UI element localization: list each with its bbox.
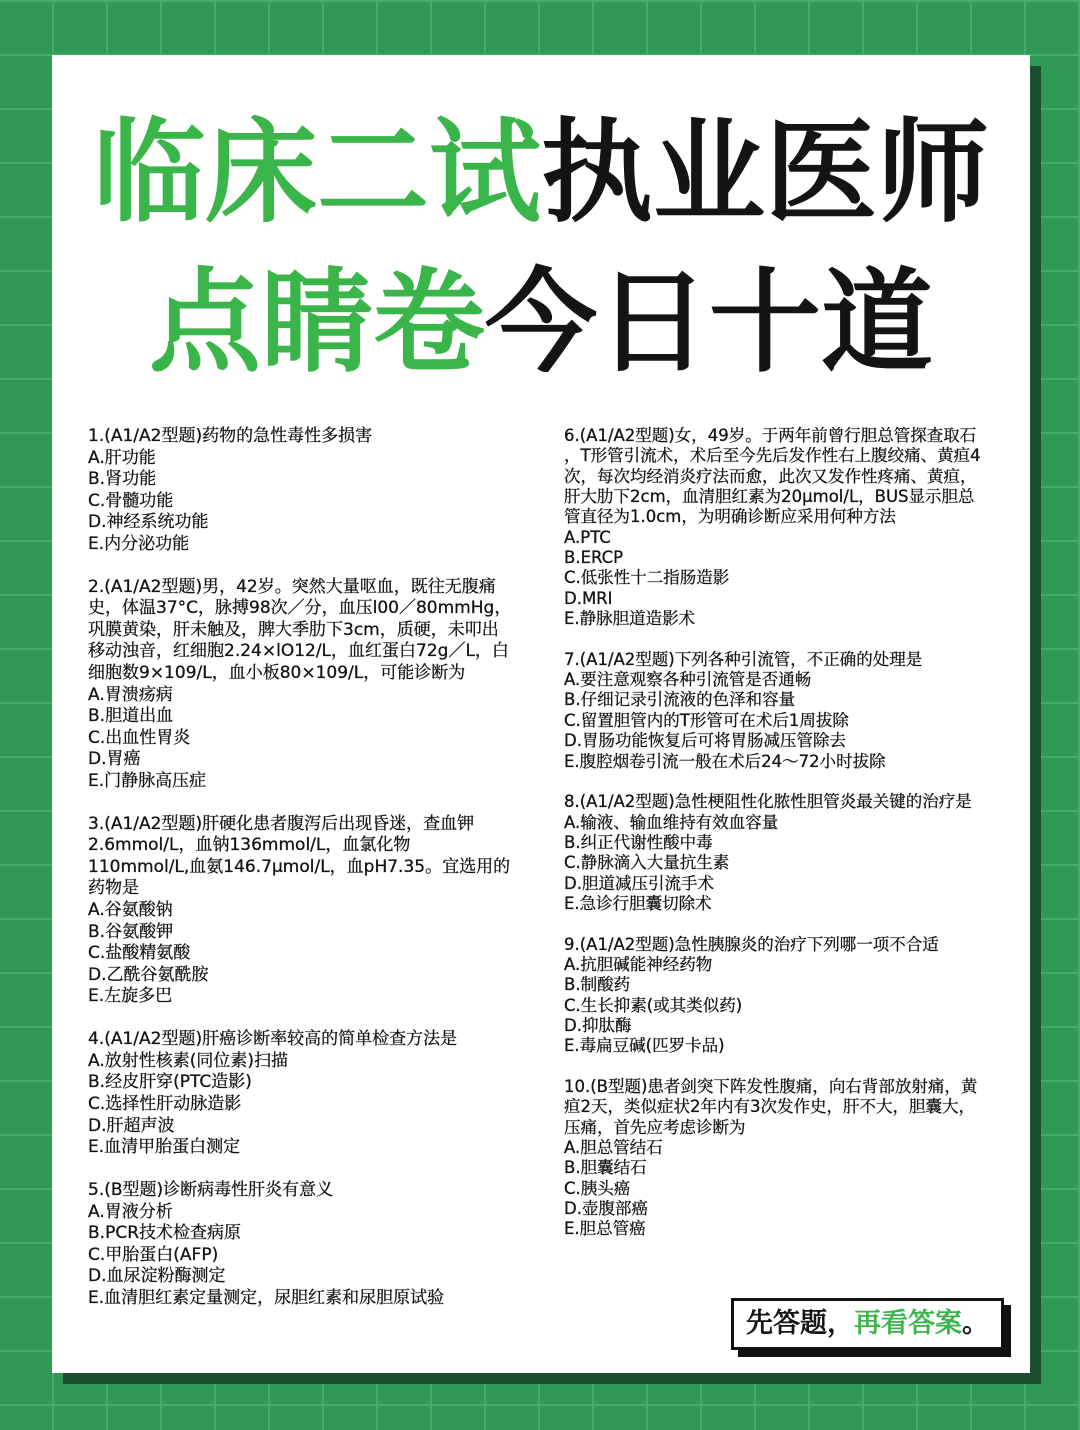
question-4 (88, 1029, 538, 1158)
question-4-option-b: B.经皮肝穿(PTC造影) (88, 1072, 252, 1093)
question-3-stem-line-4: 药物是 (88, 878, 139, 899)
question-10-stem-line-1: 10.(B型题)患者剑突下阵发性腹痛，向右背部放射痛，黄 (564, 1077, 978, 1096)
left-question-column (88, 426, 538, 1309)
right-question-column (564, 426, 1004, 1240)
question-5-option-b: B.PCR技术检查病原 (88, 1223, 241, 1244)
question-6-option-b: B.ERCP (564, 548, 624, 568)
question-10-option-d: D.壶腹部癌 (564, 1199, 648, 1219)
question-3-stem-line-1: 3.(A1/A2型题)肝硬化患者腹泻后出现昏迷，查血钾 (88, 813, 475, 834)
question-8-stem-line-1: 8.(A1/A2型题)急性梗阻性化脓性胆管炎最关键的治疗是 (564, 792, 972, 812)
question-7-stem-line-1: 7.(A1/A2型题)下列各种引流管，不正确的处理是 (564, 649, 923, 669)
question-4-stem-line-1: 4.(A1/A2型题)肝癌诊断率较高的简单检查方法是 (88, 1029, 458, 1050)
question-6-stem-line-4: 肝大肋下2cm，血清胆红素为20μmol/L，BUS显示胆总 (564, 487, 975, 507)
question-2-option-a: A.胃溃疡病 (88, 684, 173, 705)
question-8-option-d: D.胆道减压引流手术 (564, 873, 714, 893)
question-10-option-c: C.胰头癌 (564, 1178, 631, 1198)
question-6-option-a: A.PTC (564, 527, 611, 547)
question-9-option-d: D.抑肽酶 (564, 1015, 632, 1035)
question-5-stem-line-1: 5.(B型题)诊断病毒性肝炎有意义 (88, 1180, 334, 1201)
question-10 (564, 1077, 1004, 1240)
question-1-option-d: D.神经系统功能 (88, 512, 209, 533)
answer-reminder-badge (731, 1298, 1004, 1350)
question-5-option-e: E.血清胆红素定量测定，尿胆红素和尿胆原试验 (88, 1287, 445, 1308)
question-10-option-b: B.胆囊结石 (564, 1158, 647, 1178)
poster-title (52, 98, 1030, 398)
question-8-option-a: A.输液、输血维持有效血容量 (564, 812, 779, 832)
badge-lead-text: 先答题， (746, 1308, 854, 1339)
question-6-stem-line-1: 6.(A1/A2型题)女，49岁。于两年前曾行胆总管探查取石 (564, 426, 977, 445)
question-2-option-d: D.胃癌 (88, 749, 141, 770)
question-2-option-e: E.门静脉高压症 (88, 770, 207, 791)
question-3-option-a: A.谷氨酸钠 (88, 900, 173, 921)
question-2-stem-line-4: 移动浊音，红细胞2.24×lO12/L，血红蛋白72g／L，白 (88, 641, 509, 662)
question-7-option-c: C.留置胆管内的T形管可在术后1周拔除 (564, 710, 849, 730)
title-line-2-green: 点睛卷 (149, 258, 485, 388)
question-1-option-c: C.骨髓功能 (88, 490, 174, 511)
question-9-option-c: C.生长抑素(或其类似药) (564, 995, 743, 1015)
question-2-stem-line-1: 2.(A1/A2型题)男，42岁。突然大量呕血，既往无腹痛 (88, 576, 496, 597)
question-10-stem-line-3: 压痛，首先应考虑诊断为 (564, 1117, 746, 1137)
question-9-option-e: E.毒扁豆碱(匹罗卡品) (564, 1036, 725, 1056)
question-1-option-e: E.内分泌功能 (88, 533, 190, 554)
question-7-option-e: E.腹腔烟卷引流一般在术后24～72小时拔除 (564, 751, 886, 771)
question-6-stem-line-5: 管直径为1.0cm，为明确诊断应采用何种方法 (564, 507, 896, 527)
question-7-option-b: B.仔细记录引流液的色泽和容量 (564, 690, 796, 710)
question-2-stem-line-5: 细胞数9×109/L，血小板80×109/L，可能诊断为 (88, 663, 466, 684)
title-line-2 (52, 248, 1030, 398)
question-8 (564, 792, 1004, 914)
question-6-option-d: D.MRI (564, 588, 613, 608)
question-3 (88, 814, 538, 1008)
question-3-option-b: B.谷氨酸钾 (88, 921, 174, 942)
question-2-option-c: C.出血性胃炎 (88, 727, 191, 748)
question-2-stem-line-3: 巩膜黄染，肝未触及，脾大季肋下3cm，质硬，未叩出 (88, 619, 499, 640)
question-1-stem-line-1: 1.(A1/A2型题)药物的急性毒性多损害 (88, 426, 373, 446)
question-4-option-c: C.选择性肝动脉造影 (88, 1093, 242, 1114)
question-8-option-b: B.纠正代谢性酸中毒 (564, 832, 713, 852)
question-5-option-c: C.甲胎蛋白(AFP) (88, 1244, 219, 1265)
question-3-option-d: D.乙酰谷氨酰胺 (88, 964, 209, 985)
question-4-option-a: A.放射性核素(同位素)扫描 (88, 1050, 288, 1071)
question-2 (88, 577, 538, 792)
title-line-1-black: 执业医师 (541, 108, 989, 238)
question-2-option-b: B.胆道出血 (88, 706, 174, 727)
question-1 (88, 426, 538, 555)
question-4-option-d: D.肝超声波 (88, 1115, 175, 1136)
question-1-option-b: B.肾功能 (88, 469, 157, 490)
question-2-stem-line-2: 史，体温37°C，脉搏98次／分，血压l00／80mmHg， (88, 598, 512, 619)
question-6-stem-line-3: 次，每次均经消炎疗法而愈，此次又发作性疼痛、黄疸， (564, 466, 977, 486)
question-3-option-c: C.盐酸精氨酸 (88, 943, 191, 964)
question-7 (564, 650, 1004, 772)
question-9-option-a: A.抗胆碱能神经药物 (564, 954, 713, 974)
question-9 (564, 935, 1004, 1057)
question-6-option-e: E.静脉胆道造影术 (564, 609, 696, 629)
poster-card (52, 55, 1030, 1373)
badge-tail-text: 。 (962, 1308, 989, 1339)
question-10-stem-line-2: 疸2天，类似症状2年内有3次发作史，肝不大，胆囊大， (564, 1097, 975, 1117)
question-8-option-e: E.急诊行胆囊切除术 (564, 893, 712, 913)
title-line-1-green: 临床二试 (93, 108, 541, 238)
question-7-option-d: D.胃肠功能恢复后可将胃肠减压管除去 (564, 731, 846, 751)
badge-highlight-text: 再看答案 (854, 1308, 962, 1339)
question-6 (564, 426, 1004, 629)
question-3-stem-line-2: 2.6mmol/L，血钠136mmol/L，血氯化物 (88, 835, 411, 856)
title-line-2-black: 今日十道 (485, 258, 933, 388)
question-10-option-e: E.胆总管癌 (564, 1219, 646, 1239)
question-7-option-a: A.要注意观察各种引流管是否通畅 (564, 670, 812, 690)
question-3-stem-line-3: 110mmol/L,血氨146.7μmol/L，血pH7.35。宜选用的 (88, 856, 511, 877)
question-6-stem-line-2: ，T形管引流术，术后至今先后发作性右上腹绞痛、黄疸4 (564, 446, 981, 466)
question-9-stem-line-1: 9.(A1/A2型题)急性胰腺炎的治疗下列哪一项不合适 (564, 934, 939, 954)
question-3-option-e: E.左旋多巴 (88, 986, 173, 1007)
question-8-option-c: C.静脉滴入大量抗生素 (564, 853, 730, 873)
title-line-1 (52, 98, 1030, 248)
question-5-option-d: D.血尿淀粉酶测定 (88, 1266, 226, 1287)
question-10-option-a: A.胆总管结石 (564, 1138, 663, 1158)
question-5 (88, 1180, 538, 1309)
question-1-option-a: A.肝功能 (88, 447, 156, 468)
question-9-option-b: B.制酸药 (564, 975, 631, 995)
question-6-option-c: C.低张性十二指肠造影 (564, 568, 730, 588)
question-5-option-a: A.胃液分析 (88, 1201, 173, 1222)
question-4-option-e: E.血清甲胎蛋白测定 (88, 1137, 241, 1158)
